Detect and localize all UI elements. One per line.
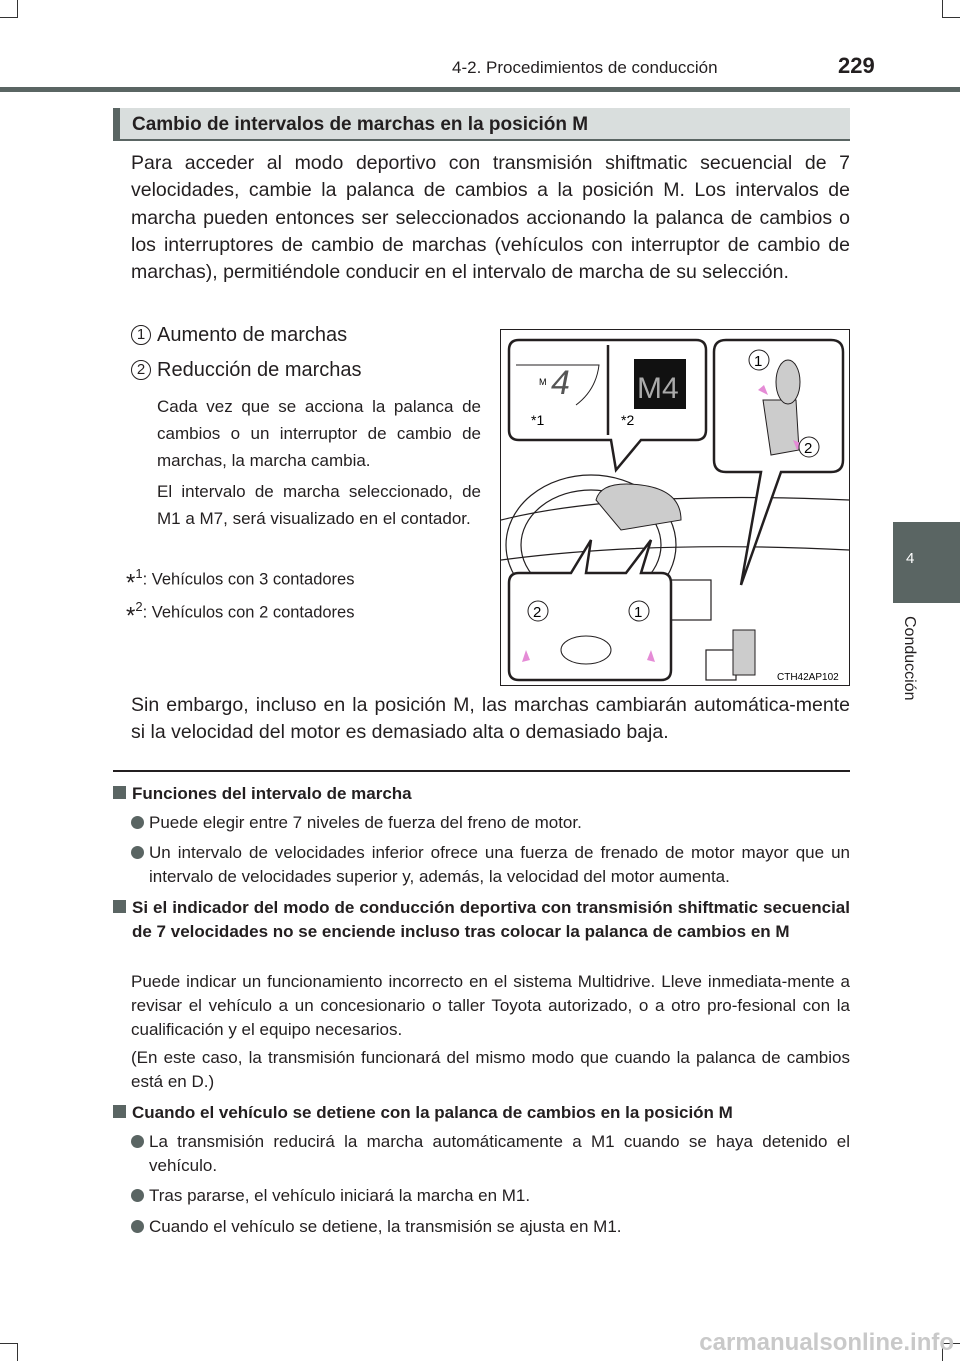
intro-paragraph: Para acceder al modo deportivo con transmisión shiftmatic secuencial de 7 velocidades, cambie la palanca de cambios a la posición M. Los intervalos de marcha pueden entonces ser seleccionados accionando la palanca de cambios o los interruptores de cambio de marchas (vehículos con interruptor de cambio de marchas), permitiéndole conducir en el intervalo de marcha de su selección. — [131, 152, 850, 284]
bullet-item — [131, 1184, 850, 1208]
page-number: 229 — [838, 53, 875, 78]
item-note: Cada vez que se acciona la palanca de cambios o un interruptor de cambio de marchas, la marcha cambia. — [157, 397, 481, 470]
bullet-item — [131, 1215, 850, 1239]
bullet-icon — [131, 816, 144, 829]
figure-code: CTH42AP102 — [777, 672, 839, 683]
header-rule — [0, 87, 960, 92]
circled-number: 1 — [131, 325, 151, 345]
chapter-section-title: 4-2. Procedimientos de conducción — [452, 58, 718, 77]
callout-2: 2 — [804, 440, 813, 457]
bullet-icon — [131, 846, 144, 859]
bullet-text: Puede elegir entre 7 niveles de fuerza del freno de motor. — [149, 813, 582, 832]
crop-mark — [0, 1343, 18, 1361]
crop-mark — [942, 0, 960, 18]
bullet-text: La transmisión reducirá la marcha automáticamente a M1 cuando se haya detenido el vehículo. — [149, 1132, 850, 1175]
star-label: *2 — [621, 412, 635, 428]
note-text: (En este caso, la transmisión funcionará del mismo modo que cuando la palanca de cambios está en D.) — [131, 1048, 850, 1091]
watermark: carmanualsonline.info — [699, 1329, 954, 1356]
asterisk: * — [126, 569, 136, 597]
item-upshift — [131, 324, 347, 347]
heading-text: Funciones del intervalo de marcha — [132, 784, 412, 803]
bullet-icon — [131, 1135, 144, 1148]
bullet-item — [131, 811, 850, 835]
bullet-item — [131, 841, 850, 889]
footnote — [126, 599, 354, 631]
bullet-text: Un intervalo de velocidades inferior ofrece una fuerza de frenado de motor mayor que un intervalo de velocidades superior y, además, la velocidad del motor aumenta. — [149, 843, 850, 886]
note-text: Puede indicar un funcionamiento incorrecto en el sistema Multidrive. Lleve inmediata-mente a revisar el vehículo a un concesionario o taller Toyota autorizado, o a otro pro-fesional con la cualificación y el equipo necesarios. — [131, 972, 850, 1039]
square-bullet-icon — [113, 1105, 126, 1118]
bullet-icon — [131, 1189, 144, 1202]
item-note: El intervalo de marcha seleccionado, de M1 a M7, será visualizado en el contador. — [157, 482, 481, 528]
bullet-item — [131, 1130, 850, 1178]
note-heading — [113, 782, 850, 806]
bullet-icon — [131, 1220, 144, 1233]
callout-2: 2 — [533, 604, 542, 621]
divider — [113, 770, 850, 772]
display-gear: 4 — [551, 364, 570, 402]
asterisk: * — [126, 602, 136, 630]
note-heading — [113, 896, 850, 944]
footnote-num: 1 — [135, 566, 143, 581]
heading-text: Cuando el vehículo se detiene con la palanca de cambios en la posición M — [132, 1103, 733, 1122]
footnote-num: 2 — [135, 599, 143, 614]
item-label: Reducción de marchas — [157, 359, 362, 381]
circled-number: 2 — [131, 360, 151, 380]
item-label: Aumento de marchas — [157, 324, 348, 346]
bullet-text: Cuando el vehículo se detiene, la transmisión se ajusta en M1. — [149, 1217, 622, 1236]
square-bullet-icon — [113, 900, 126, 913]
heading-text: Si el indicador del modo de conducción deportiva con transmisión shiftmatic secuencial de 7 velocidades no se enciende incluso tras colocar la palanca de cambios en M — [132, 898, 850, 941]
square-bullet-icon — [113, 786, 126, 799]
footnote-text: : Vehículos con 2 contadores — [142, 603, 355, 622]
item-downshift — [131, 359, 362, 382]
section-heading: Cambio de intervalos de marchas en la posición M — [113, 108, 850, 141]
bullet-text: Tras pararse, el vehículo iniciará la marcha en M1. — [149, 1186, 531, 1205]
paragraph: Sin embargo, incluso en la posición M, las marchas cambiarán automática-mente si la velocidad del motor es demasiado alta o demasiado baja. — [131, 694, 850, 744]
display-m4: M4 — [637, 372, 679, 405]
footnote — [126, 566, 354, 598]
footnote-text: : Vehículos con 3 contadores — [142, 570, 355, 589]
star-label: *1 — [531, 412, 545, 428]
shift-illustration — [500, 329, 850, 686]
chapter-tab[interactable]: 4 — [893, 522, 960, 603]
chapter-tab-label: Conducción — [901, 616, 918, 701]
callout-1: 1 — [754, 353, 763, 370]
display-m: M — [539, 377, 547, 387]
note-heading — [113, 1101, 850, 1125]
callout-1: 1 — [634, 604, 643, 621]
crop-mark — [0, 0, 18, 18]
